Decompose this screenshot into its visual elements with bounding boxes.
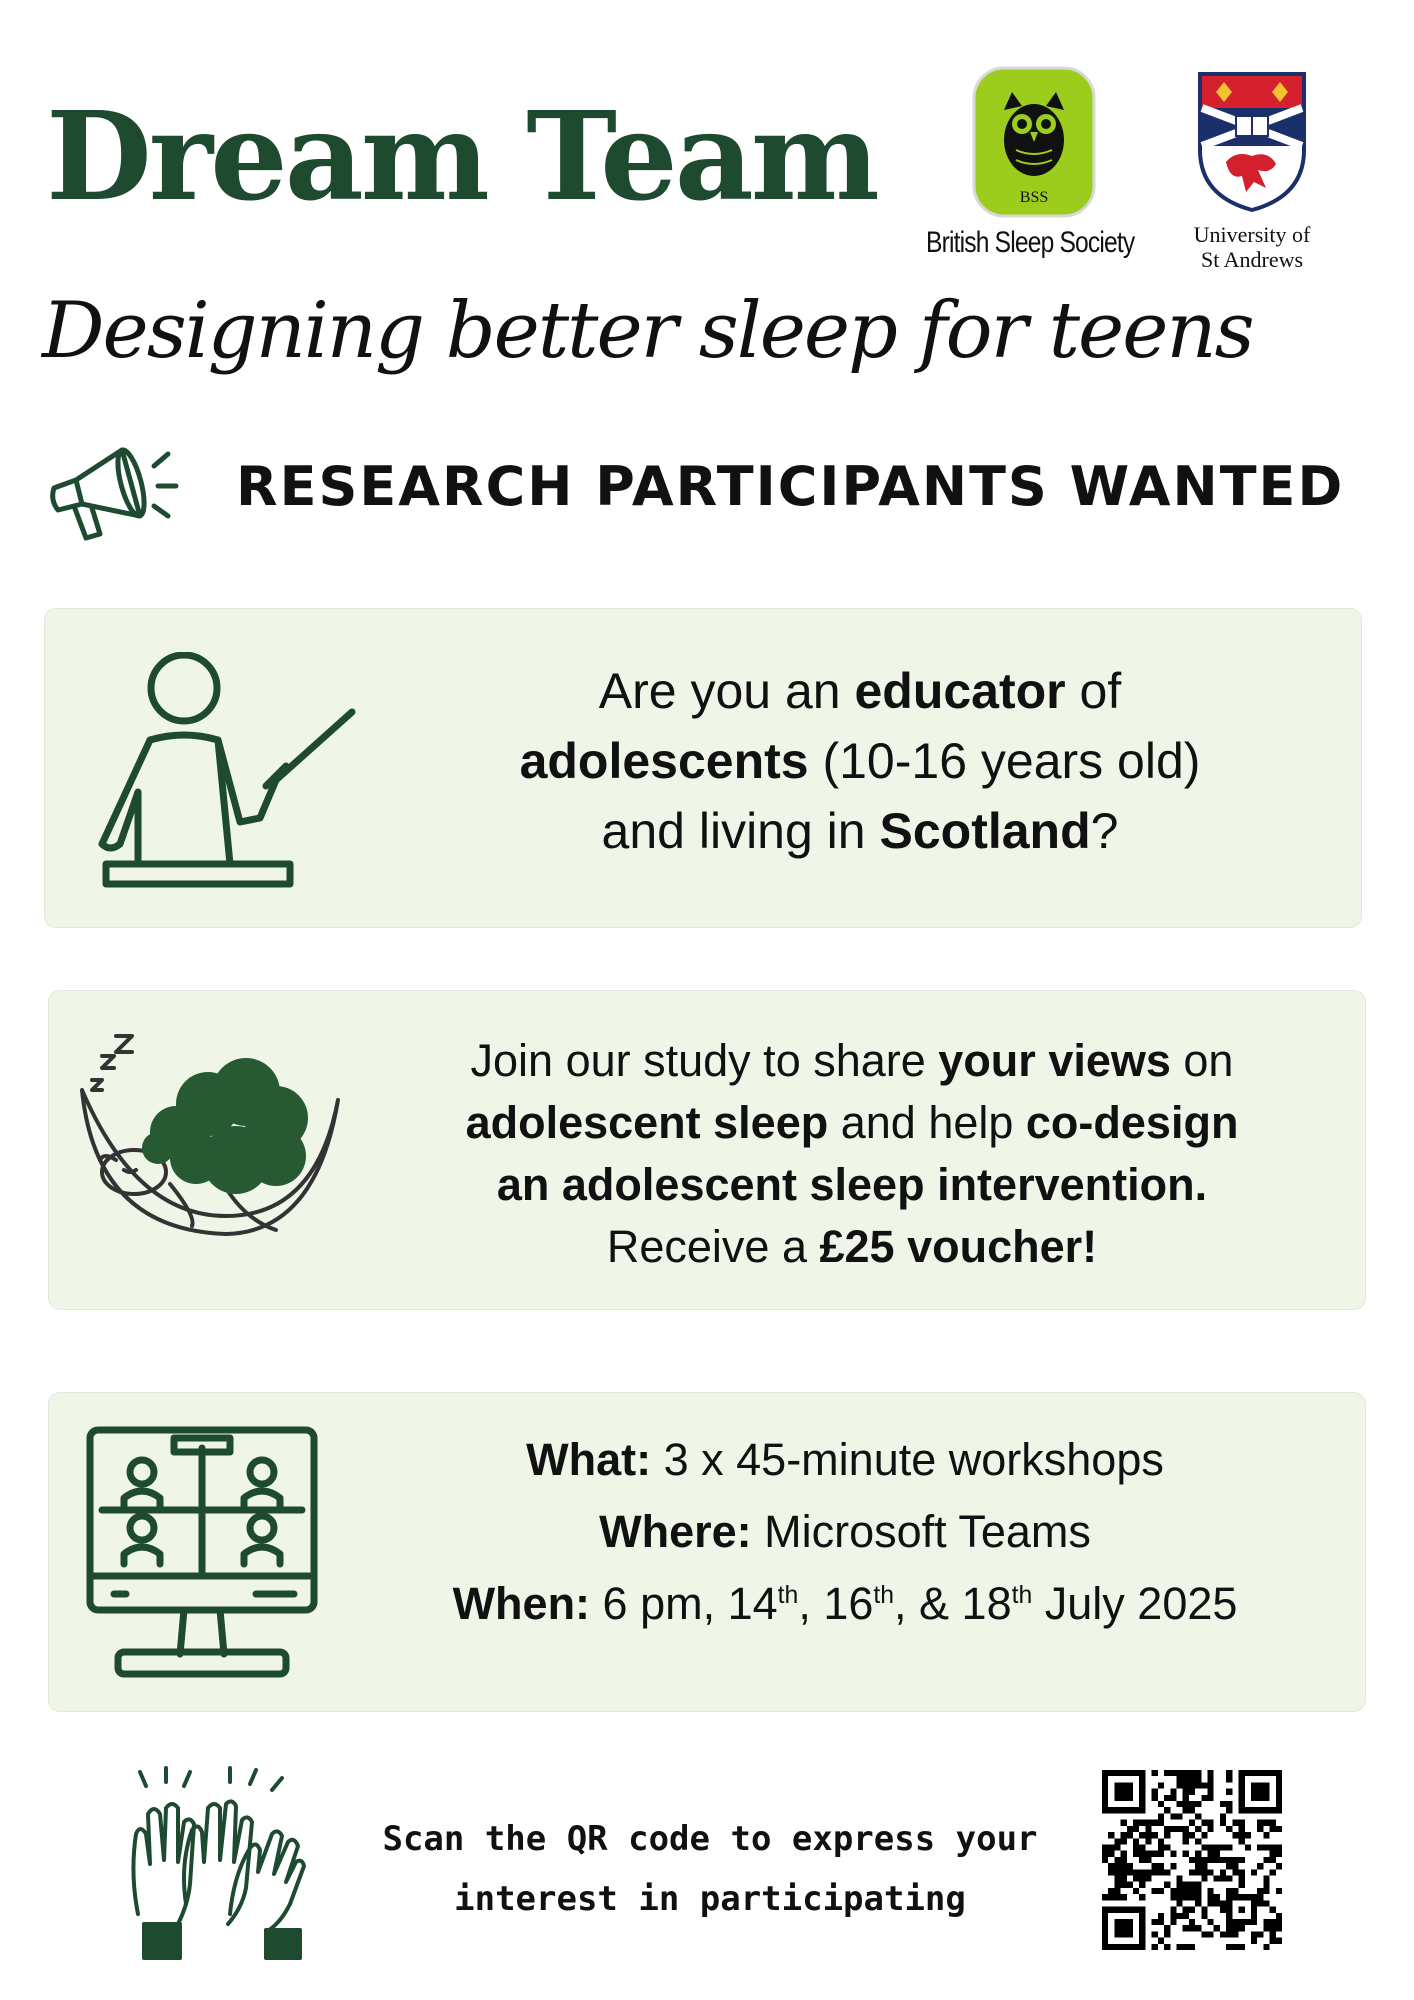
c1-text: (10-16 years old) [808, 733, 1201, 789]
c1-text: Are you an [598, 663, 855, 719]
c2-text: Join our study to share [470, 1035, 939, 1086]
c2-bold: adolescent sleep [465, 1097, 829, 1149]
scan-line-2: interest in participating [454, 1878, 966, 1919]
c2-text: on [1170, 1035, 1234, 1086]
st-andrews-crest [1196, 70, 1308, 212]
study-description [360, 1030, 1344, 1278]
workshop-details [340, 1424, 1350, 1640]
what-line [340, 1424, 1350, 1496]
c1-text: ? [1090, 803, 1119, 859]
page-subtitle: Designing better sleep for teens [42, 286, 1253, 376]
when-value: 6 pm, 14 [590, 1578, 778, 1629]
ordinal: th [1011, 1582, 1033, 1609]
c2-text: Receive a [606, 1221, 820, 1273]
where-label: Where: [599, 1506, 752, 1557]
where-line [340, 1496, 1350, 1568]
uni-line-2: St Andrews [1200, 247, 1304, 273]
c2-bold: an adolescent sleep intervention. [496, 1159, 1208, 1211]
when-label: When: [452, 1578, 591, 1629]
c2-bold: your views [938, 1035, 1171, 1086]
what-label: What: [526, 1434, 652, 1485]
bss-logo [972, 66, 1096, 218]
bss-name: British Sleep Society [926, 226, 1135, 259]
what-value: 3 x 45-minute workshops [651, 1434, 1164, 1485]
c1-bold: educator [854, 663, 1066, 719]
scan-instructions [370, 1810, 1050, 1929]
when-value: July 2025 [1032, 1578, 1238, 1629]
raised-hands-icon [126, 1764, 312, 1960]
megaphone-icon [44, 430, 184, 550]
educator-question [380, 656, 1340, 866]
scan-line-1: Scan the QR code to express your [382, 1819, 1038, 1859]
sleeping-sheep-icon [76, 1020, 348, 1250]
video-meeting-icon [84, 1424, 320, 1680]
when-value: , 16 [798, 1578, 874, 1629]
c2-bold: co-design [1025, 1097, 1239, 1149]
banner-heading: RESEARCH PARTICIPANTS WANTED [236, 455, 1345, 518]
uni-line-1: University of [1193, 222, 1311, 247]
st-andrews-name [1180, 222, 1324, 273]
c1-bold: Scotland [879, 803, 1091, 859]
c1-text: of [1065, 663, 1122, 719]
c1-bold: adolescents [519, 733, 809, 789]
bss-badge-text: BSS [1019, 189, 1049, 206]
c2-bold: £25 voucher! [819, 1221, 1098, 1273]
when-value: , & 18 [894, 1578, 1012, 1629]
qr-code[interactable] [1102, 1770, 1282, 1950]
ordinal: th [873, 1582, 895, 1609]
where-value: Microsoft Teams [751, 1506, 1091, 1557]
teacher-icon [80, 652, 360, 902]
ordinal: th [777, 1582, 799, 1609]
when-line [340, 1568, 1350, 1640]
c2-text: and help [828, 1097, 1026, 1149]
page-title: Dream Team [46, 84, 877, 228]
c1-text: and living in [601, 803, 880, 859]
